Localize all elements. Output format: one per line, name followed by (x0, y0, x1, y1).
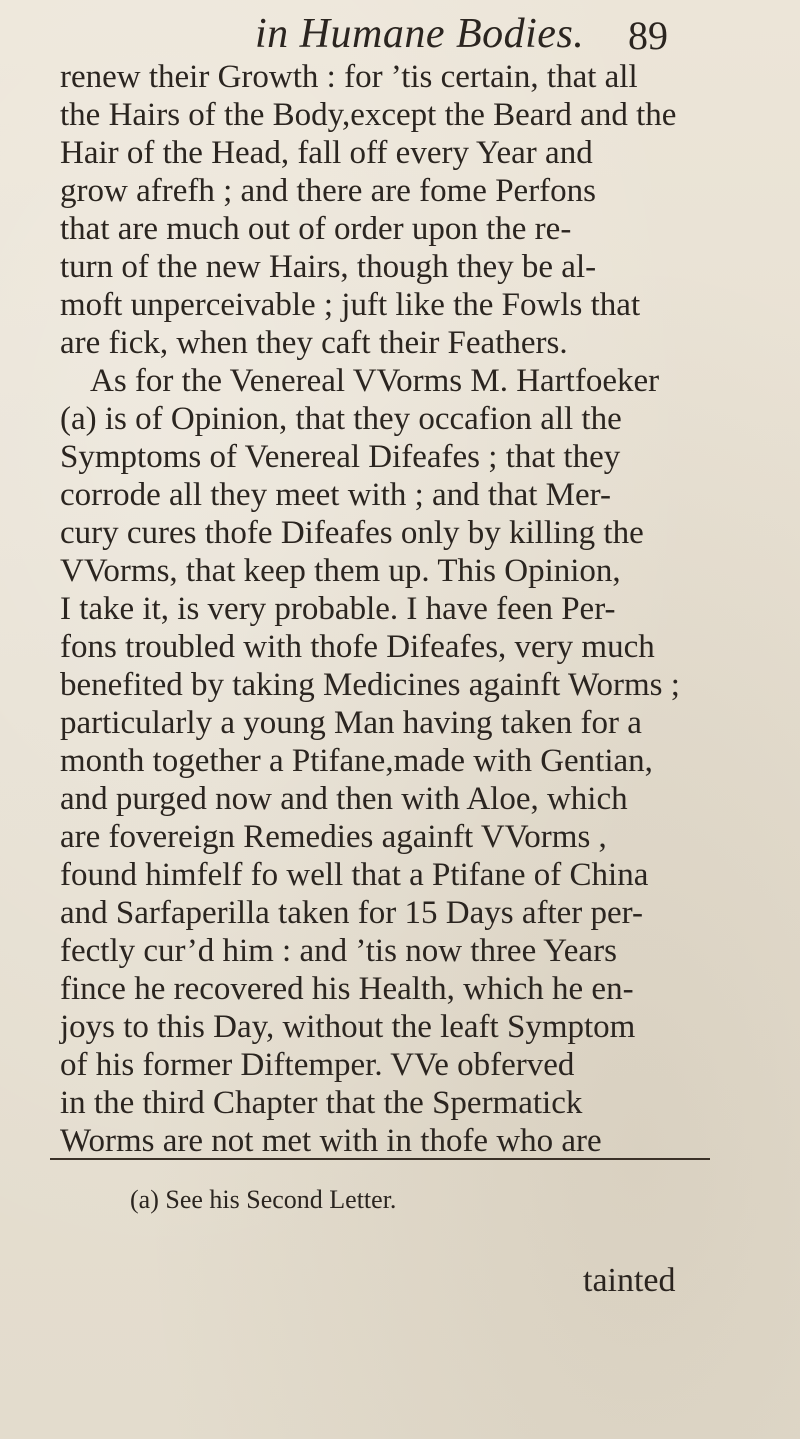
text-line: are fovereign Remedies againft VVorms , (60, 819, 607, 855)
text-line: grow afrefh ; and there are fome Perfons (60, 173, 597, 209)
text-line: I take it, is very probable. I have feen Per- (60, 591, 616, 627)
text-line: renew their Growth : for ’tis certain, that all (60, 59, 638, 95)
text-line: Symptoms of Venereal Difeafes ; that they (60, 439, 621, 475)
text-line: fons troubled with thofe Difeafes, very much (60, 629, 655, 665)
text-line: Hair of the Head, fall off every Year and (60, 135, 593, 171)
text-line: the Hairs of the Body,except the Beard and the (60, 97, 677, 133)
catchword: tainted (583, 1262, 676, 1299)
text-line: of his former Diftemper. VVe obferved (60, 1047, 575, 1083)
text-line: that are much out of order upon the re- (60, 211, 572, 247)
text-line: are fick, when they caft their Feathers. (60, 325, 568, 361)
text-line: Worms are not met with in thofe who are (60, 1123, 602, 1159)
text-line: VVorms, that keep them up. This Opinion, (60, 553, 621, 589)
page-header (0, 6, 800, 56)
text-line: benefited by taking Medicines againft Worms ; (60, 667, 680, 703)
text-line: particularly a young Man having taken for a (60, 705, 642, 741)
text-line: month together a Ptifane,made with Gentian, (60, 743, 653, 779)
footnote-rule (50, 1158, 710, 1160)
page-number: 89 (628, 13, 668, 58)
text-line: in the third Chapter that the Spermatick (60, 1085, 583, 1121)
text-line: and purged now and then with Aloe, which (60, 781, 628, 817)
text-line: cury cures thofe Difeafes only by killing the (60, 515, 644, 551)
text-line: and Sarfaperilla taken for 15 Days after per- (60, 895, 643, 931)
text-line: turn of the new Hairs, though they be al- (60, 249, 597, 285)
text-line: moft unperceivable ; juft like the Fowls that (60, 287, 641, 323)
footnote: (a) See his Second Letter. (130, 1185, 397, 1214)
text-line: joys to this Day, without the leaft Symptom (60, 1009, 636, 1045)
text-line: fectly cur’d him : and ’tis now three Years (60, 933, 617, 969)
text-line: (a) is of Opinion, that they occafion all the (60, 401, 622, 437)
text-line: fince he recovered his Health, which he en- (60, 971, 634, 1007)
running-head: in Humane Bodies. (255, 11, 585, 57)
text-line: corrode all they meet with ; and that Mer- (60, 477, 611, 513)
text-line: As for the Venereal VVorms M. Hartfoeker (90, 363, 660, 399)
text-line: found himfelf fo well that a Ptifane of China (60, 857, 649, 893)
